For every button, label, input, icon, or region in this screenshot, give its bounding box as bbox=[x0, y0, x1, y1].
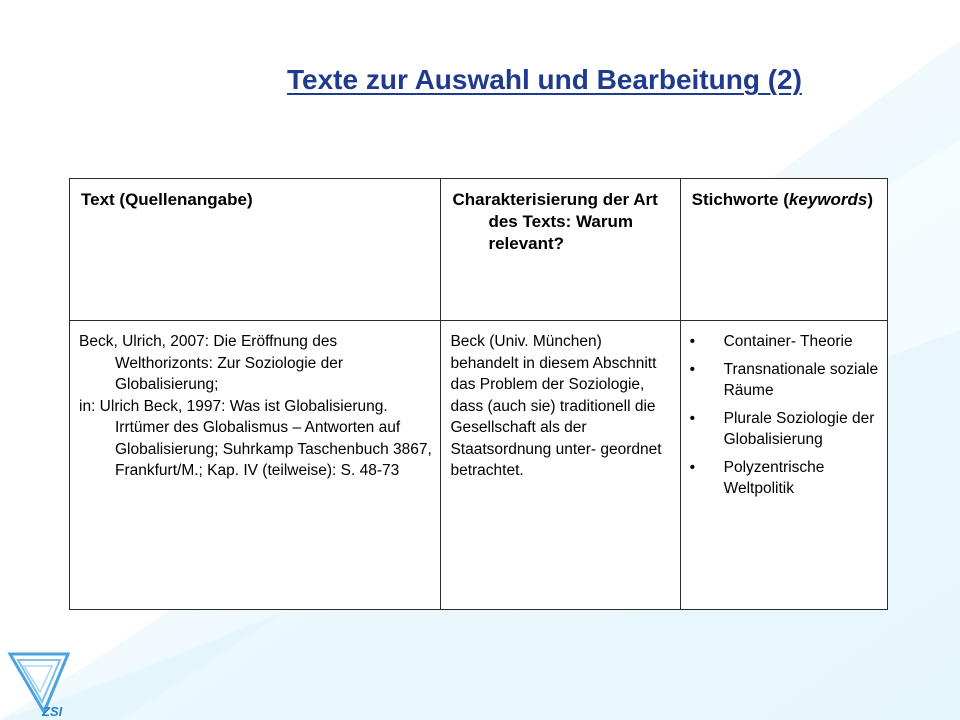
header-keywords-emphasis: keywords bbox=[788, 190, 868, 209]
list-item bbox=[690, 457, 879, 500]
header-source bbox=[70, 179, 441, 321]
bullet-icon: • bbox=[689, 409, 696, 427]
text-selection-table bbox=[69, 178, 888, 610]
list-item bbox=[690, 359, 879, 402]
list-item bbox=[690, 408, 879, 451]
header-keywords bbox=[680, 179, 887, 321]
header-characterization bbox=[441, 179, 680, 321]
keyword-text: Container- Theorie bbox=[723, 333, 853, 350]
reference-secondary: in: Ulrich Beck, 1997: Was ist Globalisierung. Irrtümer des Globalismus – Antworten auf Globalisierung; Suhrkamp Taschenbuch 3867, Frankfurt/M.; Kap. IV (teilweise): S. 48-73 bbox=[79, 397, 432, 479]
list-item bbox=[690, 331, 879, 353]
reference-primary: Beck, Ulrich, 2007: Die Eröffnung des Welthorizonts: Zur Soziologie der Globalisierung; bbox=[79, 333, 344, 393]
page-title: Texte zur Auswahl und Bearbeitung (2) bbox=[287, 64, 802, 95]
cell-keywords bbox=[680, 321, 887, 610]
zsi-logo-icon bbox=[4, 650, 74, 720]
header-characterization-label: Charakterisierung der Art des Texts: Warum relevant? bbox=[452, 190, 658, 253]
keyword-text: Polyzentrische Weltpolitik bbox=[723, 458, 825, 497]
bullet-icon: • bbox=[689, 360, 696, 378]
header-keywords-suffix: ) bbox=[867, 190, 874, 209]
keyword-text: Plurale Soziologie der Globalisierung bbox=[723, 409, 875, 448]
cell-characterization bbox=[441, 321, 680, 610]
logo-text: ZSI bbox=[42, 704, 63, 719]
header-keywords-text: Stichworte ( bbox=[691, 190, 789, 209]
header-source-label: Text (Quellenangabe) bbox=[81, 190, 253, 209]
bullet-icon: • bbox=[689, 333, 696, 350]
header-keywords-label bbox=[692, 189, 877, 211]
keyword-text: Transnationale soziale Räume bbox=[723, 360, 879, 399]
bullet-icon: • bbox=[689, 458, 696, 476]
table-row bbox=[70, 321, 888, 610]
characterization-text: Beck (Univ. München) behandelt in diesem Abschnitt das Problem der Soziologie, dass (auch sie) traditionell die Gesellschaft als der Staatsordnung unter- geordnet betrachtet. bbox=[450, 333, 662, 479]
keyword-list bbox=[690, 331, 879, 500]
table-header-row bbox=[70, 179, 888, 321]
cell-source bbox=[70, 321, 441, 610]
